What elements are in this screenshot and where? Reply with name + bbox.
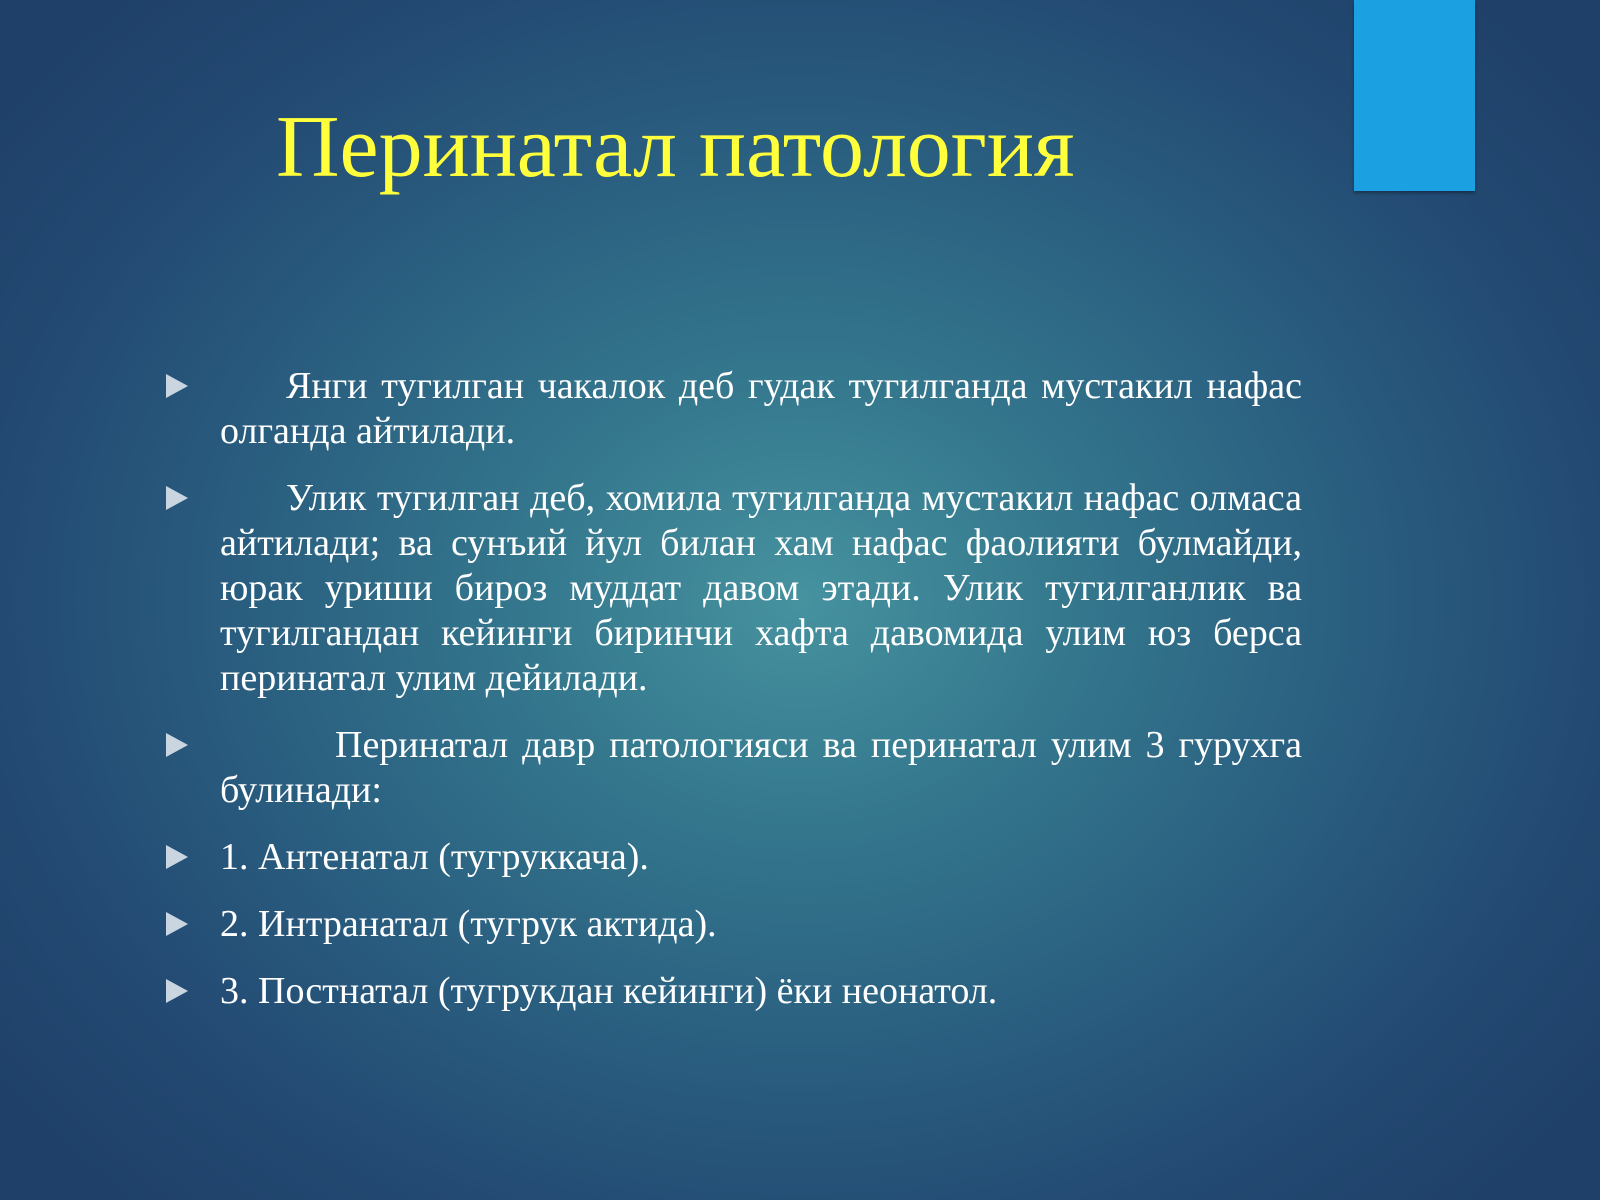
bullet-item — [160, 835, 1302, 880]
bullet-text: 3. Постнатал (тугрукдан кейинги) ёки неонатол. — [220, 970, 998, 1012]
bullet-item — [160, 723, 1302, 813]
bullet-text: 2. Интранатал (тугрук актида). — [220, 903, 717, 945]
slide-content — [160, 364, 1302, 1036]
bullet-text: Улик тугилган деб, хомила тугилганда мустакил нафас олмаса айтилади; ва сунъий йул билан хам нафас фаолияти булмайди, юрак уриши бироз муддат давом этади. Улик тугилганлик ва тугилгандан кейинги биринчи хафта давомида улим юз берса перинатал улим дейилади. — [220, 477, 1302, 699]
bullet-item — [160, 969, 1302, 1014]
bullet-arrow-icon — [166, 486, 188, 510]
bullet-list — [160, 364, 1302, 1014]
bullet-arrow-icon — [166, 845, 188, 869]
bullet-arrow-icon — [166, 733, 188, 757]
accent-rectangle — [1354, 0, 1475, 191]
bullet-item — [160, 476, 1302, 701]
slide-title: Перинатал патология — [276, 99, 1075, 196]
bullet-text: Перинатал давр патологияси ва перинатал улим 3 гурухга булинади: — [220, 724, 1302, 811]
bullet-item — [160, 902, 1302, 947]
bullet-text: Янги тугилган чакалок деб гудак тугилганда мустакил нафас олганда айтилади. — [220, 365, 1302, 452]
bullet-arrow-icon — [166, 374, 188, 398]
bullet-arrow-icon — [166, 979, 188, 1003]
bullet-text: 1. Антенатал (тугруккача). — [220, 836, 649, 878]
bullet-item — [160, 364, 1302, 454]
bullet-arrow-icon — [166, 912, 188, 936]
